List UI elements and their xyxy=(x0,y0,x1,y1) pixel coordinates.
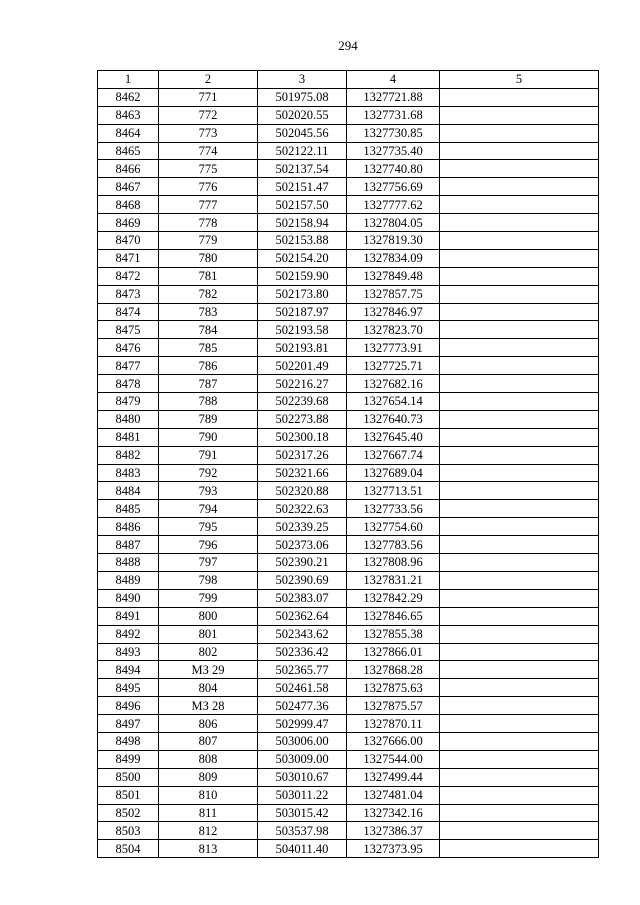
y-coordinate-cell: 1327783.56 xyxy=(347,536,440,554)
x-coordinate-cell: 502239.68 xyxy=(258,393,347,411)
row-index-cell: 8470 xyxy=(98,232,159,250)
y-coordinate-cell: 1327754.60 xyxy=(347,518,440,536)
x-coordinate-cell: 502173.80 xyxy=(258,285,347,303)
row-index-cell: 8483 xyxy=(98,464,159,482)
note-cell xyxy=(440,357,599,375)
point-number-cell: 812 xyxy=(159,822,258,840)
table-row xyxy=(98,482,599,500)
point-number-cell: 810 xyxy=(159,786,258,804)
row-index-cell: 8466 xyxy=(98,160,159,178)
note-cell xyxy=(440,715,599,733)
table-header-row xyxy=(98,71,599,89)
note-cell xyxy=(440,500,599,518)
note-cell xyxy=(440,589,599,607)
y-coordinate-cell: 1327640.73 xyxy=(347,410,440,428)
note-cell xyxy=(440,750,599,768)
x-coordinate-cell: 502343.62 xyxy=(258,625,347,643)
point-number-cell: 790 xyxy=(159,428,258,446)
x-coordinate-cell: 502201.49 xyxy=(258,357,347,375)
point-number-cell: 808 xyxy=(159,750,258,768)
point-number-cell: 813 xyxy=(159,840,258,858)
x-coordinate-cell: 502216.27 xyxy=(258,375,347,393)
y-coordinate-cell: 1327823.70 xyxy=(347,321,440,339)
note-cell xyxy=(440,804,599,822)
x-coordinate-cell: 504011.40 xyxy=(258,840,347,858)
y-coordinate-cell: 1327682.16 xyxy=(347,375,440,393)
point-number-cell: 804 xyxy=(159,679,258,697)
y-coordinate-cell: 1327481.04 xyxy=(347,786,440,804)
point-number-cell: 811 xyxy=(159,804,258,822)
table-row xyxy=(98,732,599,750)
y-coordinate-cell: 1327645.40 xyxy=(347,428,440,446)
y-coordinate-cell: 1327386.37 xyxy=(347,822,440,840)
row-index-cell: 8497 xyxy=(98,715,159,733)
table-row xyxy=(98,571,599,589)
x-coordinate-cell: 502151.47 xyxy=(258,178,347,196)
row-index-cell: 8494 xyxy=(98,661,159,679)
row-index-cell: 8504 xyxy=(98,840,159,858)
table-row xyxy=(98,321,599,339)
x-coordinate-cell: 502300.18 xyxy=(258,428,347,446)
point-number-cell: 778 xyxy=(159,214,258,232)
table-row xyxy=(98,339,599,357)
note-cell xyxy=(440,214,599,232)
y-coordinate-cell: 1327819.30 xyxy=(347,232,440,250)
y-coordinate-cell: 1327773.91 xyxy=(347,339,440,357)
point-number-cell: МЗ 29 xyxy=(159,661,258,679)
table-row xyxy=(98,196,599,214)
y-coordinate-cell: 1327544.00 xyxy=(347,750,440,768)
row-index-cell: 8479 xyxy=(98,393,159,411)
x-coordinate-cell: 502153.88 xyxy=(258,232,347,250)
x-coordinate-cell: 503011.22 xyxy=(258,786,347,804)
row-index-cell: 8499 xyxy=(98,750,159,768)
x-coordinate-cell: 502187.97 xyxy=(258,303,347,321)
note-cell xyxy=(440,142,599,160)
note-cell xyxy=(440,267,599,285)
y-coordinate-cell: 1327740.80 xyxy=(347,160,440,178)
table-row xyxy=(98,679,599,697)
x-coordinate-cell: 503537.98 xyxy=(258,822,347,840)
table-row xyxy=(98,822,599,840)
row-index-cell: 8491 xyxy=(98,607,159,625)
table-row xyxy=(98,428,599,446)
row-index-cell: 8498 xyxy=(98,732,159,750)
row-index-cell: 8485 xyxy=(98,500,159,518)
point-number-cell: 777 xyxy=(159,196,258,214)
note-cell xyxy=(440,464,599,482)
note-cell xyxy=(440,643,599,661)
x-coordinate-cell: 502159.90 xyxy=(258,267,347,285)
y-coordinate-cell: 1327777.62 xyxy=(347,196,440,214)
note-cell xyxy=(440,428,599,446)
point-number-cell: 782 xyxy=(159,285,258,303)
row-index-cell: 8477 xyxy=(98,357,159,375)
point-number-cell: 795 xyxy=(159,518,258,536)
y-coordinate-cell: 1327855.38 xyxy=(347,625,440,643)
table-row xyxy=(98,536,599,554)
row-index-cell: 8503 xyxy=(98,822,159,840)
row-index-cell: 8488 xyxy=(98,554,159,572)
row-index-cell: 8496 xyxy=(98,697,159,715)
x-coordinate-cell: 502999.47 xyxy=(258,715,347,733)
row-index-cell: 8476 xyxy=(98,339,159,357)
row-index-cell: 8472 xyxy=(98,267,159,285)
table-row xyxy=(98,142,599,160)
table-row xyxy=(98,554,599,572)
point-number-cell: 788 xyxy=(159,393,258,411)
column-header-2: 2 xyxy=(159,71,258,89)
table-row xyxy=(98,357,599,375)
point-number-cell: 802 xyxy=(159,643,258,661)
row-index-cell: 8482 xyxy=(98,446,159,464)
x-coordinate-cell: 502339.25 xyxy=(258,518,347,536)
note-cell xyxy=(440,697,599,715)
x-coordinate-cell: 502045.56 xyxy=(258,124,347,142)
note-cell xyxy=(440,285,599,303)
x-coordinate-cell: 502477.36 xyxy=(258,697,347,715)
x-coordinate-cell: 502321.66 xyxy=(258,464,347,482)
y-coordinate-cell: 1327870.11 xyxy=(347,715,440,733)
table-row xyxy=(98,607,599,625)
column-header-1: 1 xyxy=(98,71,159,89)
y-coordinate-cell: 1327842.29 xyxy=(347,589,440,607)
row-index-cell: 8462 xyxy=(98,88,159,106)
note-cell xyxy=(440,768,599,786)
y-coordinate-cell: 1327735.40 xyxy=(347,142,440,160)
point-number-cell: 780 xyxy=(159,249,258,267)
y-coordinate-cell: 1327725.71 xyxy=(347,357,440,375)
table-row xyxy=(98,124,599,142)
note-cell xyxy=(440,321,599,339)
point-number-cell: 787 xyxy=(159,375,258,393)
point-number-cell: 793 xyxy=(159,482,258,500)
row-index-cell: 8484 xyxy=(98,482,159,500)
x-coordinate-cell: 502320.88 xyxy=(258,482,347,500)
row-index-cell: 8486 xyxy=(98,518,159,536)
point-number-cell: 775 xyxy=(159,160,258,178)
y-coordinate-cell: 1327733.56 xyxy=(347,500,440,518)
note-cell xyxy=(440,661,599,679)
y-coordinate-cell: 1327831.21 xyxy=(347,571,440,589)
note-cell xyxy=(440,822,599,840)
x-coordinate-cell: 502158.94 xyxy=(258,214,347,232)
point-number-cell: 809 xyxy=(159,768,258,786)
note-cell xyxy=(440,518,599,536)
table-row xyxy=(98,214,599,232)
point-number-cell: 771 xyxy=(159,88,258,106)
y-coordinate-cell: 1327756.69 xyxy=(347,178,440,196)
point-number-cell: 797 xyxy=(159,554,258,572)
row-index-cell: 8473 xyxy=(98,285,159,303)
y-coordinate-cell: 1327689.04 xyxy=(347,464,440,482)
table-row xyxy=(98,661,599,679)
row-index-cell: 8500 xyxy=(98,768,159,786)
table-row xyxy=(98,625,599,643)
point-number-cell: 794 xyxy=(159,500,258,518)
x-coordinate-cell: 502273.88 xyxy=(258,410,347,428)
row-index-cell: 8490 xyxy=(98,589,159,607)
y-coordinate-cell: 1327875.57 xyxy=(347,697,440,715)
note-cell xyxy=(440,160,599,178)
point-number-cell: 773 xyxy=(159,124,258,142)
table-row xyxy=(98,160,599,178)
row-index-cell: 8474 xyxy=(98,303,159,321)
coordinates-table xyxy=(97,70,599,858)
column-header-5: 5 xyxy=(440,71,599,89)
note-cell xyxy=(440,249,599,267)
note-cell xyxy=(440,482,599,500)
point-number-cell: 806 xyxy=(159,715,258,733)
row-index-cell: 8463 xyxy=(98,106,159,124)
x-coordinate-cell: 502137.54 xyxy=(258,160,347,178)
table-row xyxy=(98,249,599,267)
x-coordinate-cell: 501975.08 xyxy=(258,88,347,106)
note-cell xyxy=(440,571,599,589)
point-number-cell: 798 xyxy=(159,571,258,589)
y-coordinate-cell: 1327846.65 xyxy=(347,607,440,625)
table-row xyxy=(98,106,599,124)
table-row xyxy=(98,786,599,804)
note-cell xyxy=(440,88,599,106)
table-body xyxy=(98,88,599,857)
point-number-cell: 799 xyxy=(159,589,258,607)
x-coordinate-cell: 502020.55 xyxy=(258,106,347,124)
point-number-cell: 774 xyxy=(159,142,258,160)
y-coordinate-cell: 1327666.00 xyxy=(347,732,440,750)
table-row xyxy=(98,500,599,518)
y-coordinate-cell: 1327868.28 xyxy=(347,661,440,679)
table-row xyxy=(98,840,599,858)
note-cell xyxy=(440,446,599,464)
row-index-cell: 8480 xyxy=(98,410,159,428)
point-number-cell: 807 xyxy=(159,732,258,750)
row-index-cell: 8495 xyxy=(98,679,159,697)
y-coordinate-cell: 1327857.75 xyxy=(347,285,440,303)
row-index-cell: 8469 xyxy=(98,214,159,232)
point-number-cell: 779 xyxy=(159,232,258,250)
table-row xyxy=(98,88,599,106)
point-number-cell: 785 xyxy=(159,339,258,357)
row-index-cell: 8492 xyxy=(98,625,159,643)
x-coordinate-cell: 502154.20 xyxy=(258,249,347,267)
x-coordinate-cell: 502317.26 xyxy=(258,446,347,464)
note-cell xyxy=(440,232,599,250)
y-coordinate-cell: 1327342.16 xyxy=(347,804,440,822)
x-coordinate-cell: 502365.77 xyxy=(258,661,347,679)
table-row xyxy=(98,446,599,464)
x-coordinate-cell: 502193.58 xyxy=(258,321,347,339)
point-number-cell: 801 xyxy=(159,625,258,643)
point-number-cell: 800 xyxy=(159,607,258,625)
row-index-cell: 8501 xyxy=(98,786,159,804)
row-index-cell: 8467 xyxy=(98,178,159,196)
point-number-cell: 783 xyxy=(159,303,258,321)
row-index-cell: 8493 xyxy=(98,643,159,661)
y-coordinate-cell: 1327713.51 xyxy=(347,482,440,500)
row-index-cell: 8464 xyxy=(98,124,159,142)
table-row xyxy=(98,804,599,822)
x-coordinate-cell: 502461.58 xyxy=(258,679,347,697)
x-coordinate-cell: 503015.42 xyxy=(258,804,347,822)
y-coordinate-cell: 1327849.48 xyxy=(347,267,440,285)
y-coordinate-cell: 1327731.68 xyxy=(347,106,440,124)
x-coordinate-cell: 502157.50 xyxy=(258,196,347,214)
row-index-cell: 8468 xyxy=(98,196,159,214)
point-number-cell: 781 xyxy=(159,267,258,285)
row-index-cell: 8465 xyxy=(98,142,159,160)
x-coordinate-cell: 502390.21 xyxy=(258,554,347,572)
table-row xyxy=(98,232,599,250)
point-number-cell: 772 xyxy=(159,106,258,124)
row-index-cell: 8481 xyxy=(98,428,159,446)
table-row xyxy=(98,393,599,411)
row-index-cell: 8471 xyxy=(98,249,159,267)
column-header-4: 4 xyxy=(347,71,440,89)
note-cell xyxy=(440,393,599,411)
note-cell xyxy=(440,375,599,393)
table-row xyxy=(98,303,599,321)
note-cell xyxy=(440,106,599,124)
x-coordinate-cell: 503009.00 xyxy=(258,750,347,768)
row-index-cell: 8478 xyxy=(98,375,159,393)
note-cell xyxy=(440,625,599,643)
table-row xyxy=(98,410,599,428)
note-cell xyxy=(440,786,599,804)
table-row xyxy=(98,643,599,661)
note-cell xyxy=(440,554,599,572)
x-coordinate-cell: 502390.69 xyxy=(258,571,347,589)
note-cell xyxy=(440,840,599,858)
x-coordinate-cell: 502336.42 xyxy=(258,643,347,661)
note-cell xyxy=(440,178,599,196)
note-cell xyxy=(440,124,599,142)
column-header-3: 3 xyxy=(258,71,347,89)
row-index-cell: 8487 xyxy=(98,536,159,554)
note-cell xyxy=(440,679,599,697)
x-coordinate-cell: 502383.07 xyxy=(258,589,347,607)
table-row xyxy=(98,715,599,733)
table-row xyxy=(98,589,599,607)
y-coordinate-cell: 1327808.96 xyxy=(347,554,440,572)
point-number-cell: 789 xyxy=(159,410,258,428)
note-cell xyxy=(440,303,599,321)
note-cell xyxy=(440,607,599,625)
x-coordinate-cell: 503010.67 xyxy=(258,768,347,786)
x-coordinate-cell: 503006.00 xyxy=(258,732,347,750)
row-index-cell: 8502 xyxy=(98,804,159,822)
x-coordinate-cell: 502122.11 xyxy=(258,142,347,160)
table-row xyxy=(98,267,599,285)
x-coordinate-cell: 502322.63 xyxy=(258,500,347,518)
y-coordinate-cell: 1327866.01 xyxy=(347,643,440,661)
y-coordinate-cell: 1327846.97 xyxy=(347,303,440,321)
x-coordinate-cell: 502362.64 xyxy=(258,607,347,625)
x-coordinate-cell: 502373.06 xyxy=(258,536,347,554)
page-number: 294 xyxy=(338,38,358,53)
table-row xyxy=(98,375,599,393)
point-number-cell: 784 xyxy=(159,321,258,339)
note-cell xyxy=(440,410,599,428)
note-cell xyxy=(440,536,599,554)
point-number-cell: МЗ 28 xyxy=(159,697,258,715)
y-coordinate-cell: 1327730.85 xyxy=(347,124,440,142)
y-coordinate-cell: 1327667.74 xyxy=(347,446,440,464)
table-row xyxy=(98,178,599,196)
y-coordinate-cell: 1327499.44 xyxy=(347,768,440,786)
x-coordinate-cell: 502193.81 xyxy=(258,339,347,357)
table-row xyxy=(98,285,599,303)
y-coordinate-cell: 1327373.95 xyxy=(347,840,440,858)
y-coordinate-cell: 1327875.63 xyxy=(347,679,440,697)
table-row xyxy=(98,518,599,536)
row-index-cell: 8475 xyxy=(98,321,159,339)
y-coordinate-cell: 1327834.09 xyxy=(347,249,440,267)
table-row xyxy=(98,697,599,715)
table-row xyxy=(98,750,599,768)
point-number-cell: 792 xyxy=(159,464,258,482)
point-number-cell: 776 xyxy=(159,178,258,196)
point-number-cell: 791 xyxy=(159,446,258,464)
row-index-cell: 8489 xyxy=(98,571,159,589)
note-cell xyxy=(440,732,599,750)
point-number-cell: 786 xyxy=(159,357,258,375)
note-cell xyxy=(440,339,599,357)
y-coordinate-cell: 1327721.88 xyxy=(347,88,440,106)
note-cell xyxy=(440,196,599,214)
table-row xyxy=(98,768,599,786)
table-row xyxy=(98,464,599,482)
y-coordinate-cell: 1327804.05 xyxy=(347,214,440,232)
point-number-cell: 796 xyxy=(159,536,258,554)
y-coordinate-cell: 1327654.14 xyxy=(347,393,440,411)
